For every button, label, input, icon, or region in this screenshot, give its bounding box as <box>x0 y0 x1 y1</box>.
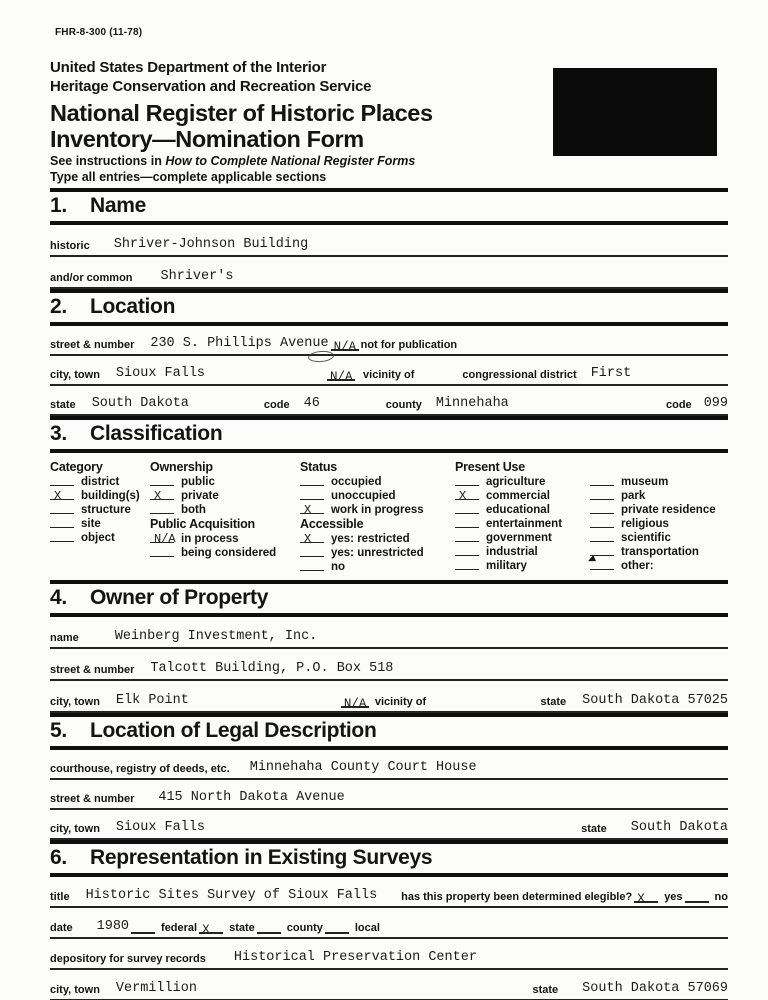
checkbox-item-military <box>455 559 590 573</box>
checkbox-label: yes: unrestricted <box>331 547 424 559</box>
section-header-name <box>50 188 728 225</box>
checkbox-label: scientific <box>621 532 671 544</box>
checkbox-item-museum <box>590 475 728 489</box>
checkbox-mark: X <box>154 489 162 503</box>
checkbox-item-being-considered <box>150 546 300 560</box>
vicinity-label: vicinity of <box>363 369 415 381</box>
date-value: 1980 <box>96 919 130 934</box>
agency-line-1: United States Department of the Interior <box>50 59 327 76</box>
checkbox-blank <box>455 536 479 542</box>
date-label: date <box>50 922 73 934</box>
field-city-town <box>50 356 728 386</box>
local-label: local <box>354 922 380 934</box>
checkbox-label: public <box>181 476 215 488</box>
checkbox-item-structure <box>50 503 150 517</box>
city-value: Sioux Falls <box>115 366 206 381</box>
classification-column <box>300 460 455 574</box>
state-value: South Dakota <box>91 396 189 411</box>
checkbox-blank <box>150 532 176 546</box>
field-owner-name <box>50 617 728 649</box>
checkbox-item-building-s <box>50 489 150 503</box>
checkbox-item-district <box>50 475 150 489</box>
section-name-body <box>50 225 728 289</box>
checkbox-blank <box>150 480 174 486</box>
section-number: 5. <box>50 719 67 742</box>
congressional-district-value: First <box>590 366 632 381</box>
checkbox-mark: X <box>459 489 467 503</box>
city-value: Sioux Falls <box>115 820 206 835</box>
checkbox-item-occupied <box>300 475 455 489</box>
checkbox-blank <box>590 564 614 570</box>
city-value: Elk Point <box>115 693 189 708</box>
street-value: Talcott Building, P.O. Box 518 <box>150 661 394 676</box>
field-owner-street <box>50 649 728 681</box>
classification-column <box>455 460 590 574</box>
section-title: Location <box>90 295 176 318</box>
county-level-label: county <box>286 922 323 934</box>
county-code-value: 099 <box>703 396 728 411</box>
field-legal-street <box>50 780 728 810</box>
classification-group-heading: Public Acquisition <box>150 517 255 531</box>
field-depository <box>50 939 728 970</box>
city-value: Vermillion <box>115 981 197 996</box>
checkbox-item-in-process <box>150 532 300 546</box>
checkbox-label: site <box>81 518 101 530</box>
checkbox-label: educational <box>486 504 550 516</box>
checkbox-item-public <box>150 475 300 489</box>
state-label: state <box>532 984 559 996</box>
checkbox-item-park <box>590 489 728 503</box>
checkbox-blank <box>300 480 324 486</box>
checkbox-label: commercial <box>486 490 550 502</box>
checkbox-label: government <box>486 532 552 544</box>
checkbox-label: in process <box>181 533 239 545</box>
no-blank <box>685 895 709 903</box>
city-label: city, town <box>50 823 100 835</box>
state-level-mark: X <box>202 923 210 937</box>
not-for-publication-label: not for publication <box>360 339 458 351</box>
depository-value: Historical Preservation Center <box>233 950 477 965</box>
checkbox-label: work in progress <box>331 504 424 516</box>
checkbox-label: unoccupied <box>331 490 396 502</box>
classification-group-heading: Status <box>300 460 338 474</box>
street-label: street & number <box>50 793 135 805</box>
eligible-label: has this property been determined elegible? <box>401 891 633 903</box>
state-level-blank <box>199 923 223 937</box>
section-header-classification <box>50 416 728 453</box>
section-title: Owner of Property <box>90 586 269 609</box>
street-value: 230 S. Phillips Avenue <box>150 336 329 351</box>
form-title-line-1: National Register of Historic Places <box>50 100 433 126</box>
classification-group-heading <box>590 460 728 475</box>
classification-group-heading: Accessible <box>300 517 364 531</box>
checkbox-blank <box>150 551 174 557</box>
checkbox-item-object <box>50 531 150 545</box>
vicinity-label: vicinity of <box>374 696 427 708</box>
checkbox-blank <box>50 522 74 528</box>
checkbox-item-no <box>300 560 455 574</box>
state-code-value: 46 <box>303 396 320 411</box>
city-label: city, town <box>50 696 100 708</box>
agency-lines <box>50 58 371 96</box>
code-label: code <box>666 399 692 411</box>
checkbox-label: museum <box>621 476 669 488</box>
checkbox-blank <box>150 508 174 514</box>
checkbox-label: transportation <box>621 546 699 558</box>
field-street-number <box>50 326 728 356</box>
checkbox-item-other <box>590 559 728 573</box>
checkbox-label: agriculture <box>486 476 546 488</box>
section-header-owner <box>50 580 728 617</box>
checkbox-blank <box>455 489 479 503</box>
yes-label: yes <box>664 891 683 903</box>
checkbox-item-yes-restricted <box>300 532 455 546</box>
section-location-body <box>50 326 728 416</box>
section-title: Name <box>90 194 146 217</box>
checkbox-mark: X <box>54 489 62 503</box>
local-blank <box>325 926 349 934</box>
street-value: 415 North Dakota Avenue <box>158 790 345 805</box>
vicinity-blank <box>341 697 369 711</box>
section-surveys-body <box>50 877 728 1000</box>
common-value: Shriver's <box>160 269 234 284</box>
form-number: FHR-8-300 (11-78) <box>55 27 143 38</box>
common-label: and/or common <box>50 272 133 284</box>
depository-label: depository for survey records <box>50 953 206 965</box>
checkbox-label: entertainment <box>486 518 563 530</box>
congressional-district-label: congressional district <box>462 369 577 381</box>
section-title: Representation in Existing Surveys <box>90 846 433 869</box>
classification-group-heading: Present Use <box>455 460 526 474</box>
checkbox-label: private <box>181 490 219 502</box>
checkbox-label: yes: restricted <box>331 533 410 545</box>
field-legal-city <box>50 810 728 840</box>
checkbox-label: park <box>621 490 646 502</box>
checkbox-label: being considered <box>181 547 277 559</box>
section-number: 4. <box>50 586 67 609</box>
checkbox-blank <box>50 480 74 486</box>
yes-mark: X <box>637 892 645 906</box>
redacted-stamp-box <box>553 68 717 156</box>
state-value: South Dakota <box>630 820 728 835</box>
checkbox-mark: X <box>304 532 312 546</box>
county-blank <box>257 926 281 934</box>
classification-column <box>50 460 150 574</box>
checkbox-blank <box>455 508 479 514</box>
section-title: Location of Legal Description <box>90 719 377 742</box>
county-value: Minnehaha <box>435 396 509 411</box>
section-header-location <box>50 289 728 326</box>
classification-column <box>590 460 728 574</box>
field-survey-title <box>50 877 728 908</box>
checkbox-blank <box>455 522 479 528</box>
section-number: 6. <box>50 846 67 869</box>
courthouse-label: courthouse, registry of deeds, etc. <box>50 763 230 775</box>
state-level-label: state <box>229 922 255 934</box>
checkbox-blank <box>300 565 324 571</box>
not-for-publication-blank <box>331 340 359 354</box>
section-title: Classification <box>90 422 223 445</box>
checkbox-blank <box>300 494 324 500</box>
instructions-line-2: Type all entries—complete applicable sections <box>50 169 327 184</box>
code-label: code <box>263 399 290 411</box>
checkbox-mark: X <box>304 503 312 517</box>
checkbox-blank <box>50 508 74 514</box>
checkbox-blank <box>590 550 614 556</box>
section-owner-body <box>50 617 728 713</box>
checkbox-label: no <box>331 561 346 573</box>
historic-value: Shriver-Johnson Building <box>113 237 309 252</box>
checkbox-blank <box>300 551 324 557</box>
checkbox-item-government <box>455 531 590 545</box>
checkbox-item-site <box>50 517 150 531</box>
checkbox-item-industrial <box>455 545 590 559</box>
checkbox-item-transportation <box>590 545 728 559</box>
checkbox-blank <box>455 480 479 486</box>
field-state-county <box>50 386 728 416</box>
historic-label: historic <box>50 240 90 252</box>
no-label: no <box>714 891 728 903</box>
name-label: name <box>50 632 79 644</box>
checkbox-label: object <box>81 532 115 544</box>
checkbox-item-private-residence <box>590 503 728 517</box>
checkbox-item-agriculture <box>455 475 590 489</box>
checkbox-blank <box>590 508 614 514</box>
checkbox-label: other: <box>621 560 654 572</box>
checkbox-item-yes-unrestricted <box>300 546 455 560</box>
checkbox-label: religious <box>621 518 669 530</box>
section-number: 1. <box>50 194 67 217</box>
checkbox-blank <box>300 503 324 517</box>
checkbox-item-work-in-progress <box>300 503 455 517</box>
field-historic-name <box>50 225 728 257</box>
checkbox-label: occupied <box>331 476 382 488</box>
city-label: city, town <box>50 984 100 996</box>
field-survey-date <box>50 908 728 939</box>
instructions-book-title: How to Complete National Register Forms <box>165 154 416 168</box>
checkbox-mark: N/A <box>154 532 176 546</box>
classification-group-heading: Category <box>50 460 103 474</box>
section-header-surveys <box>50 840 728 877</box>
section-legal-body <box>50 750 728 840</box>
instructions-prefix: See instructions in <box>50 154 166 168</box>
agency-line-2: Heritage Conservation and Recreation Service <box>50 78 372 95</box>
federal-blank <box>131 926 155 934</box>
checkbox-item-entertainment <box>455 517 590 531</box>
checkbox-label: industrial <box>486 546 538 558</box>
checkbox-label: private residence <box>621 504 716 516</box>
checkbox-label: military <box>486 560 527 572</box>
state-label: state <box>581 823 607 835</box>
field-common-name <box>50 257 728 289</box>
checkbox-item-private <box>150 489 300 503</box>
checkbox-blank <box>455 564 479 570</box>
classification-column <box>150 460 300 574</box>
na-mark: N/A <box>343 697 367 711</box>
checkbox-blank <box>590 494 614 500</box>
checkbox-item-commercial <box>455 489 590 503</box>
field-courthouse <box>50 750 728 780</box>
checkbox-label: district <box>81 476 120 488</box>
county-label: county <box>385 399 422 411</box>
title-label: title <box>50 891 70 903</box>
checkbox-blank <box>150 489 174 503</box>
checkbox-blank <box>300 532 324 546</box>
yes-blank <box>634 892 658 906</box>
checkbox-label: building(s) <box>81 490 140 502</box>
name-value: Weinberg Investment, Inc. <box>114 629 318 644</box>
federal-label: federal <box>161 922 198 934</box>
city-label: city, town <box>50 369 100 381</box>
instructions-line-1 <box>50 154 415 170</box>
section-number: 2. <box>50 295 67 318</box>
checkbox-blank <box>590 522 614 528</box>
checkbox-item-unoccupied <box>300 489 455 503</box>
na-mark: N/A <box>330 370 353 384</box>
state-value: South Dakota 57069 <box>582 981 728 996</box>
checkbox-item-religious <box>590 517 728 531</box>
classification-grid <box>50 453 728 580</box>
checkbox-item-both <box>150 503 300 517</box>
field-survey-city <box>50 970 728 1000</box>
street-label: street & number <box>50 339 135 351</box>
checkbox-item-educational <box>455 503 590 517</box>
title-value: Historic Sites Survey of Sioux Falls <box>85 888 378 903</box>
state-value: South Dakota 57025 <box>582 693 728 708</box>
checkbox-blank <box>50 536 74 542</box>
form-title-line-2: Inventory—Nomination Form <box>50 126 364 152</box>
checkbox-blank <box>455 550 479 556</box>
checkbox-item-scientific <box>590 531 728 545</box>
form-header <box>50 0 728 188</box>
section-number: 3. <box>50 422 67 445</box>
field-owner-city <box>50 681 728 713</box>
vicinity-blank <box>327 370 355 384</box>
checkbox-label: both <box>181 504 206 516</box>
checkbox-blank <box>50 489 74 503</box>
classification-group-heading: Ownership <box>150 460 213 474</box>
checkbox-blank <box>590 480 614 486</box>
street-label: street & number <box>50 664 135 676</box>
form-instructions <box>50 154 415 185</box>
state-label: state <box>540 696 567 708</box>
checkbox-label: structure <box>81 504 131 516</box>
form-title <box>50 100 433 152</box>
checkbox-blank <box>590 536 614 542</box>
state-label: state <box>50 399 76 411</box>
section-header-legal-description <box>50 713 728 750</box>
na-mark: N/A <box>333 340 357 354</box>
courthouse-value: Minnehaha County Court House <box>249 760 477 775</box>
